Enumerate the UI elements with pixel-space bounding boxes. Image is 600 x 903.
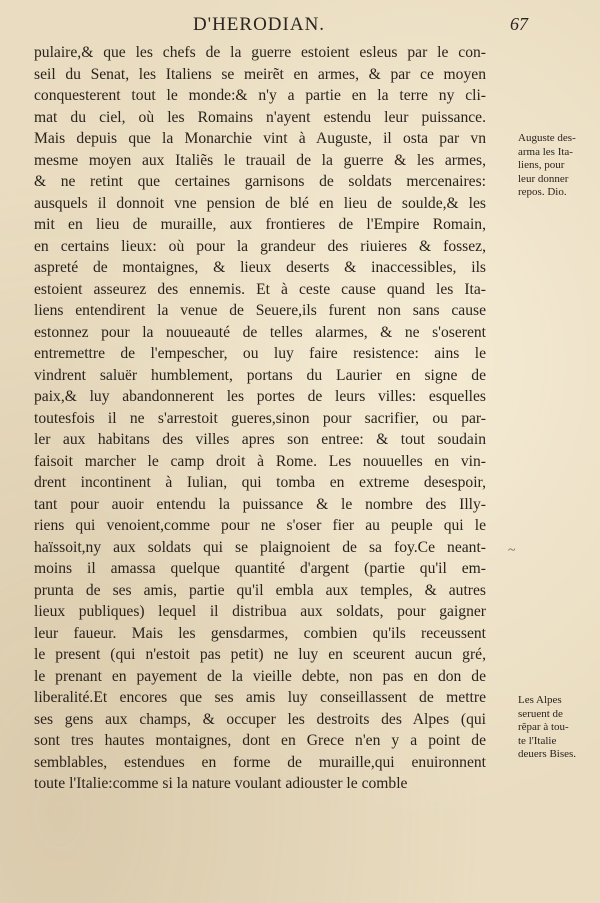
margin-note-line: Auguste des- bbox=[518, 132, 576, 144]
text-line: ler aux habitans des villes apres son entree: & tout soudain bbox=[34, 431, 486, 448]
text-line: ses gens aux champs, & occuper les destroits des Alpes (qui bbox=[34, 710, 486, 728]
margin-note-line: repos. Dio. bbox=[518, 186, 567, 198]
text-line: estonnez pour la nouueauté de telles alarmes, & ne s'oserent bbox=[34, 323, 486, 341]
text-line: liens entendirent la venue de Seuere,ils furent non sans cause bbox=[34, 302, 486, 319]
text-line: pulaire,& que les chefs de la guerre estoient esleus par le con- bbox=[34, 44, 486, 61]
margin-note-line: Les Alpes bbox=[518, 694, 562, 706]
text-line: estoient asseurez des ennemis. Et à ceste cause quand les Ita- bbox=[34, 280, 486, 298]
text-line: mit en lieu de muraille, aux frontieres de l'Empire Romain, bbox=[34, 216, 486, 233]
text-line: mat du ciel, où les Romains n'ayent estendu leur puissance. bbox=[34, 108, 486, 126]
text-line: en certains lieux: où pour la grandeur des riuieres & fossez, bbox=[34, 237, 486, 255]
text-line: prunta de ses amis, partie qu'il embla aux temples, & autres bbox=[34, 581, 486, 599]
margin-note-line: seruent de bbox=[518, 707, 563, 720]
text-line: tant pour auoir entendu la puissance & le nombre des Illy- bbox=[34, 495, 486, 513]
margin-note-alpes bbox=[518, 694, 600, 762]
text-line: liberalité.Et encores que ses amis luy conseillassent de mettre bbox=[34, 689, 486, 706]
running-head: D'HERODIAN. bbox=[192, 14, 326, 35]
text-line: toute l'Italie:comme si la nature voulant adiouster le comble bbox=[34, 775, 408, 792]
text-line: lieux publiques) lequel il distribua aux soldats, pour gaigner bbox=[34, 603, 486, 620]
body-text bbox=[34, 42, 577, 795]
text-line: haïssoit,ny aux soldats qui se plaignoient de sa foy.Ce neant- bbox=[34, 538, 486, 556]
margin-note-line: leur donner bbox=[518, 172, 569, 185]
text-line: semblables, estendues en forme de muraille,qui enuironnent bbox=[34, 753, 486, 771]
text-line: aspreté de montaignes, & lieux deserts & inaccessibles, ils bbox=[34, 259, 486, 276]
margin-note-line: rẽpar à tou- bbox=[518, 721, 569, 733]
margin-note-line: liens, pour bbox=[518, 159, 565, 171]
text-line: moins il amassa quelque quantité d'argent (partie qu'il em- bbox=[34, 560, 486, 577]
text-line: le prenant en payement de la vieille debte, non pas en don de bbox=[34, 667, 486, 685]
margin-note-line: te l'Italie bbox=[518, 734, 557, 747]
text-line: seil du Senat, les Italiens se meirẽt en armes, & par ce moyen bbox=[34, 65, 486, 83]
text-line: paix,& luy abandonnerent les portes de leurs villes: esquelles bbox=[34, 388, 486, 405]
text-line: drent incontinent à Iulian, qui tomba en extreme desespoir, bbox=[34, 474, 486, 491]
text-line: ausquels il donnoit vne pension de blé en lieu de soulde,& les bbox=[34, 194, 486, 212]
text-line: Mais depuis que la Monarchie vint à Auguste, il osta par vn bbox=[34, 130, 486, 147]
text-line: entremettre de l'empescher, ou luy faire resistence: ains le bbox=[34, 345, 486, 362]
text-line: & ne retint que certaines garnisons de soldats mercenaires: bbox=[34, 173, 486, 190]
ink-mark: ~ bbox=[508, 543, 516, 558]
text-line: sont tres hautes montaignes, dont en Grece n'en y a point de bbox=[34, 732, 486, 749]
margin-note-line: deuers Bises. bbox=[518, 748, 577, 760]
text-line: le present (qui n'estoit pas petit) ne luy en sceurent aucun gré, bbox=[34, 646, 486, 663]
text-line: mesme moyen aux Italiẽs le trauail de la guerre & les armes, bbox=[34, 151, 486, 169]
text-line: riens qui venoient,comme pour ne s'oser fier au peuple qui le bbox=[34, 517, 486, 534]
page-header bbox=[34, 14, 528, 38]
margin-note-auguste bbox=[518, 132, 600, 200]
text-line: leur faueur. Mais les gensdarmes, combien qu'ils receussent bbox=[34, 624, 486, 642]
text-line: vindrent saluër humblement, portans du Laurier en signe de bbox=[34, 366, 486, 384]
page-number: 67 bbox=[510, 14, 528, 34]
text-line: conquesterent tout le monde:& n'y a partie en la terre ny cli- bbox=[34, 87, 486, 104]
margin-note-line: arma les Ita- bbox=[518, 145, 573, 158]
text-line: faisoit marcher le camp droit à Rome. Les nouuelles en vin- bbox=[34, 452, 486, 470]
text-line: toutesfois il ne s'arrestoit gueres,sinon pour sacrifier, ou par- bbox=[34, 409, 486, 427]
